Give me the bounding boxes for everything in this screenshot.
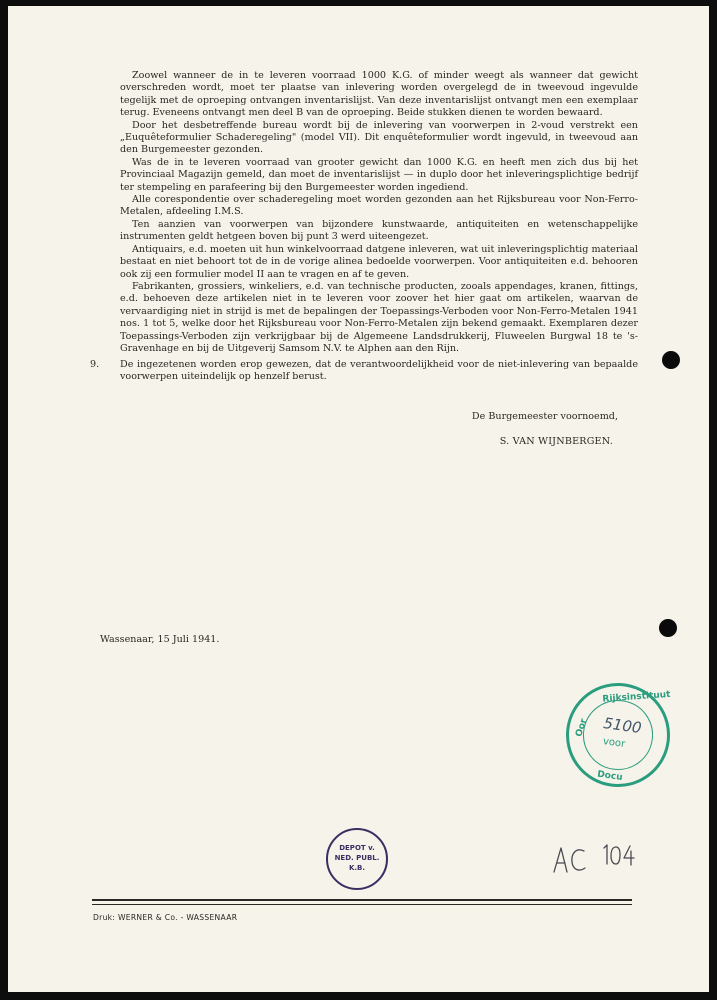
item-text: De ingezetenen worden erop gewezen, dat de verantwoordelijkheid voor de niet-inlevering van bepaalde voorwerpen uiteindelijk op henzelf berust. (120, 359, 638, 383)
paragraph: Door het desbetreffende bureau wordt bij de inlevering van voorwerpen in 2-voud verstrekt een „Euquêteformulier Schaderegeling" (model VII). Dit enquêteformulier wordt ingevuld, in tweevoud aan den Burgemeester gezonden. (120, 119, 638, 156)
footer-rule (92, 899, 632, 901)
depot-stamp-line: NED. PUBL. (334, 854, 380, 862)
handwritten-reference (548, 838, 638, 878)
stamp-top-text: Rijksinstituut (602, 689, 671, 705)
numbered-item-9 (90, 359, 638, 384)
stamp-middle-text: voor (602, 736, 626, 751)
place-date: Wassenaar, 15 Juli 1941. (100, 634, 220, 645)
depot-stamp-line: DEPOT v. (339, 844, 375, 852)
body-text (120, 70, 638, 355)
item-number: 9. (90, 359, 100, 370)
depot-stamp-line: K.B. (348, 864, 366, 872)
paragraph: Antiquairs, e.d. moeten uit hun winkelvoorraad datgene inleveren, wat uit inleveringsplichtig materiaal bestaat en niet behoort tot de in de vorige alinea bedoelde voorwerpen. Voor antiquiteiten e.d. behooren ook zij een formulier model II aan te vragen en af te geven. (120, 243, 638, 280)
paragraph: Ten aanzien van voorwerpen van bijzondere kunstwaarde, antiquiteiten en wetenschappelijke instrumenten geldt hetgeen boven bij punt 3 werd uiteengezet. (120, 218, 638, 243)
archive-stamp (559, 676, 676, 793)
stamp-bottom-text: Docu (596, 769, 624, 783)
paragraph: Was de in te leveren voorraad van grooter gewicht dan 1000 K.G. en heeft men zich dus bij het Provinciaal Magazijn gemeld, dan moet de inventarislijst — in duplo door het inleveringsplichtige bedrijf ter stempeling en parafeering bij den Burgemeester worden ingediend. (120, 156, 638, 193)
depot-stamp (326, 828, 388, 890)
printer-credit: Druk: WERNER & Co. - WASSENAAR (93, 913, 238, 922)
document-page (8, 6, 709, 992)
paragraph: Alle corespondentie over schaderegeling moet worden gezonden aan het Rijksbureau voor Non-Ferro-Metalen, afdeeling I.M.S. (120, 194, 638, 218)
stamp-number: 5100 (602, 713, 643, 738)
signature-name: S. VAN WIJNBERGEN. (499, 436, 613, 447)
paragraph: Fabrikanten, grossiers, winkeliers, e.d. van technische producten, zooals appendages, kranen, fittings, e.d. behoeven deze artikelen niet in te leveren voor zoover het hier gaat om artikelen, waarvan de vervaardiging niet in strijd is met de bepalingen der Toepassings-Verboden voor Non-Ferro-Metalen 1941 nos. 1 tot 5, welke door het Rijksbureau voor Non-Ferro-Metalen zijn bekend gemaakt. Exemplaren dezer Toepassings-Verboden zijn verkrijgbaar bij de Algemeene Landsdrukkerij, Fluweelen Burgwal 18 te 's-Gravenhage en bij de Uitgeverij Samsom N.V. te Alphen aan den Rijn. (120, 280, 638, 354)
punch-hole (662, 351, 680, 369)
punch-hole (659, 619, 677, 637)
paragraph: Zoowel wanneer de in te leveren voorraad 1000 K.G. of minder weegt als wanneer dat gewicht overschreden wordt, moet ter plaatse van inlevering worden overgelegd de in tweevoud ingevulde tegelijk met de oproeping ontvangen inventarislijst. Van deze inventarislijst ontvangt men een exemplaar terug. Eveneens ontvangt men deel B van de oproeping. Beide stukken dienen te worden bewaard. (120, 70, 638, 119)
stamp-inner-ring (578, 695, 657, 774)
signature-role: De Burgemeester voornoemd, (471, 411, 618, 422)
stamp-left-text: Oor (574, 717, 590, 739)
footer-rule (92, 904, 632, 905)
